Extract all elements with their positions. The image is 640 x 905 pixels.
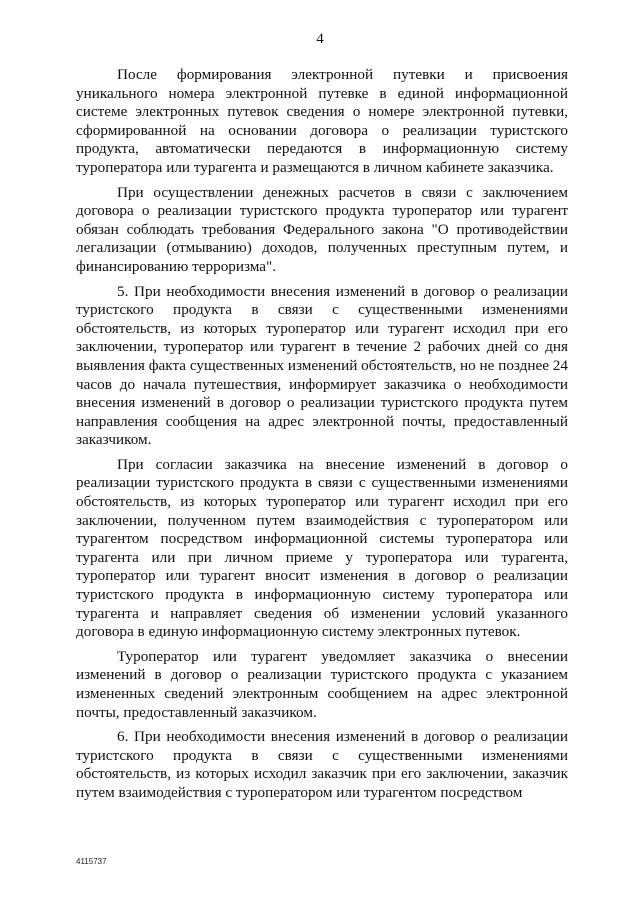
document-body xyxy=(76,66,568,809)
paragraph-item-5: 5. При необходимости внесения изменений в договор о реализации туристского продукта в связи с существенными изменениями обстоятельств, из которых туроператор или турагент исходил при его заключении, туроператор или турагент в течение 2 рабочих дней со дня выявления факта существенных изменений обстоятельств, но не позднее 24 часов до начала путешествия, информирует заказчика о необходимости внесения изменений в договор о реализации туристского продукта путем направления сообщения на адрес электронной почты, предоставленный заказчиком. xyxy=(76,282,568,449)
paragraph-notification: Туроператор или турагент уведомляет заказчика о внесении изменений в договор о реализации туристского продукта с указанием измененных сведений электронным сообщением на адрес электронной почты, предоставленный заказчиком. xyxy=(76,647,568,721)
page-number: 4 xyxy=(316,31,324,47)
paragraph-customer-consent: При согласии заказчика на внесение изменений в договор о реализации туристского продукта в связи с существенными изменениями обстоятельств, из которых туроператор или турагент исходил при его заключении, полученном путем взаимодействия с туроператором или турагентом посредством информационной системы туроператора или турагента или при личном приеме у туроператора или турагента, туроператор или турагент вносит изменения в договор о реализации туристского продукта в информационную систему туроператора или турагента и направляет сведения об изменении условий указанного договора в единую информационную систему электронных путевок. xyxy=(76,455,568,641)
document-code: 4115737 xyxy=(76,857,107,866)
paragraph-cash-settlements: При осуществлении денежных расчетов в связи с заключением договора о реализации туристского продукта туроператор или турагент обязан соблюдать требования Федерального закона "О противодействии легализации (отмыванию) доходов, полученных преступным путем, и финансированию терроризма". xyxy=(76,183,568,275)
paragraph-item-6: 6. При необходимости внесения изменений в договор о реализации туристского продукта в связи с существенными изменениями обстоятельств, из которых исходил заказчик при его заключении, заказчик путем взаимодействия с туроператором или турагентом посредством xyxy=(76,728,568,801)
paragraph-electronic-voucher: После формирования электронной путевки и присвоения уникального номера электронной путевке в единой информационной системе электронных путевок сведения о номере электронной путевки, сформированной на основании договора о реализации туристского продукта, автоматически передаются в информационную систему туроператора или турагента и размещаются в личном кабинете заказчика. xyxy=(76,66,568,176)
